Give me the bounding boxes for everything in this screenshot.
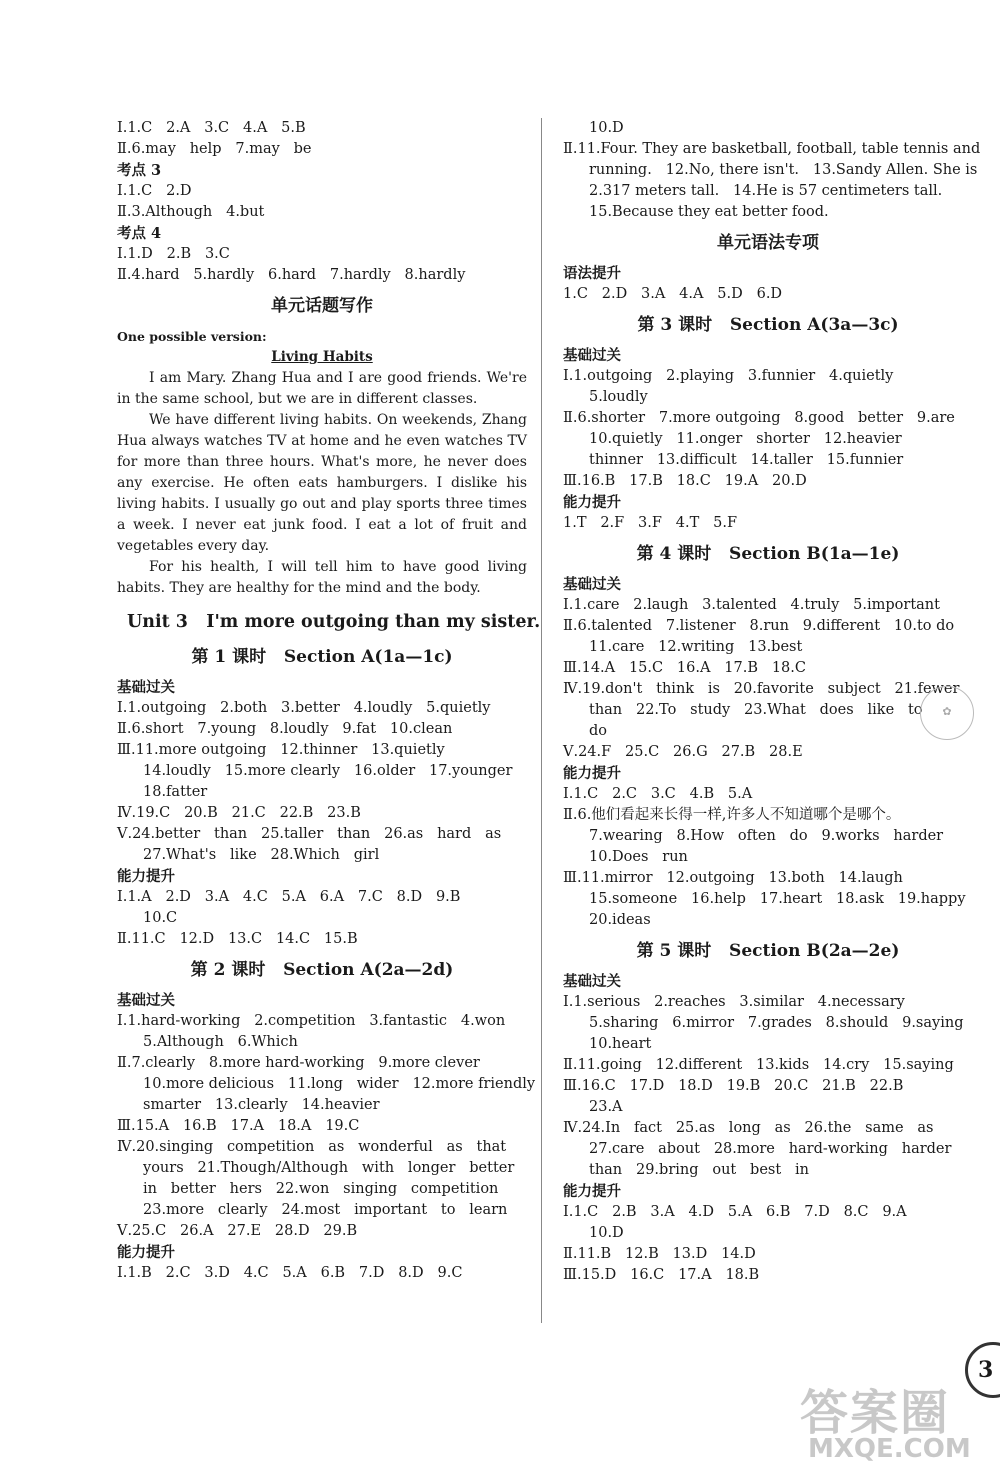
- answer-line: 23.more clearly 24.most important to learn: [143, 1202, 508, 1218]
- section-label: 基础过关: [563, 973, 621, 990]
- answer-line: Ⅰ.1.C 2.C 3.C 4.B 5.A: [563, 786, 753, 802]
- answer-line: Ⅰ.1.care 2.laugh 3.talented 4.truly 5.important: [563, 597, 940, 613]
- watermark-logo: 答案圈: [800, 1385, 951, 1441]
- answer-line: Ⅰ.1.B 2.C 3.D 4.C 5.A 6.B 7.D 8.D 9.C: [117, 1265, 463, 1281]
- column-divider: [541, 118, 542, 1323]
- essay-title: Living Habits: [271, 349, 373, 365]
- answer-line: Ⅰ.1.outgoing 2.playing 3.funnier 4.quietly: [563, 368, 894, 384]
- answer-line: Ⅰ.1.C 2.A 3.C 4.A 5.B: [117, 120, 306, 136]
- answer-line: Ⅰ.1.C 2.D: [117, 183, 192, 199]
- section-label: 基础过关: [117, 679, 175, 696]
- answer-line: Ⅱ.11.C 12.D 13.C 14.C 15.B: [117, 931, 358, 947]
- answer-line: 2.317 meters tall. 14.He is 57 centimeters tall.: [589, 183, 943, 199]
- answer-line: 1.C 2.D 3.A 4.A 5.D 6.D: [563, 286, 783, 302]
- answer-line: 10.quietly 11.onger shorter 12.heavier: [589, 431, 902, 447]
- answer-line: 27.care about 28.more hard-working harder: [589, 1141, 952, 1157]
- answer-line: Ⅱ.6.short 7.young 8.loudly 9.fat 10.clean: [117, 721, 453, 737]
- section-label: 能力提升: [117, 1244, 175, 1261]
- answer-line: Ⅲ.16.B 17.B 18.C 19.A 20.D: [563, 473, 807, 489]
- answer-line: 10.D: [589, 120, 624, 136]
- answer-line: 11.care 12.writing 13.best: [589, 639, 803, 655]
- answer-line: 15.Because they eat better food.: [589, 204, 829, 220]
- answer-line: Ⅰ.1.hard-working 2.competition 3.fantastic 4.won: [117, 1013, 506, 1029]
- section-title: 第 3 课时 Section A(3a—3c): [637, 315, 899, 335]
- answer-line: 5.loudly: [589, 389, 648, 405]
- answer-line: Ⅰ.1.serious 2.reaches 3.similar 4.necessary: [563, 994, 905, 1010]
- answer-line: smarter 13.clearly 14.heavier: [143, 1097, 380, 1113]
- answer-line: thinner 13.difficult 14.taller 15.funnier: [589, 452, 904, 468]
- essay-paragraph: I am Mary. Zhang Hua and I are good friends. We're in the same school, but we are in different classes.: [117, 370, 527, 407]
- answer-line: Ⅱ.4.hard 5.hardly 6.hard 7.hardly 8.hardly: [117, 267, 466, 283]
- answer-line: Ⅳ.19.don't think is 20.favorite subject 21.fewer: [563, 681, 960, 697]
- answer-line: yours 21.Though/Although with longer better: [143, 1160, 515, 1176]
- answer-line: Ⅱ.11.B 12.B 13.D 14.D: [563, 1246, 756, 1262]
- answer-line: Ⅳ.19.C 20.B 21.C 22.B 23.B: [117, 805, 361, 821]
- answer-line: Ⅲ.11.more outgoing 12.thinner 13.quietly: [117, 742, 445, 758]
- answer-line: than 22.To study 23.What does like to: [589, 702, 923, 718]
- answer-line: Ⅲ.16.C 17.D 18.D 19.B 20.C 21.B 22.B: [563, 1078, 904, 1094]
- essay-intro: One possible version:: [117, 329, 267, 344]
- answer-line: Ⅲ.11.mirror 12.outgoing 13.both 14.laugh: [563, 870, 903, 886]
- section-label: 基础过关: [563, 576, 621, 593]
- answer-line: 18.fatter: [143, 784, 208, 800]
- answer-line: Ⅱ.6.may help 7.may be: [117, 141, 312, 157]
- watermark: [796, 1370, 996, 1470]
- unit-heading: Unit 3 I'm more outgoing than my sister.: [127, 612, 541, 632]
- answer-line: Ⅰ.1.C 2.B 3.A 4.D 5.A 6.B 7.D 8.C 9.A: [563, 1204, 907, 1220]
- answer-line: Ⅱ.11.Four. They are basketball, football, table tennis and: [563, 141, 981, 157]
- answer-line: Ⅴ.24.better than 25.taller than 26.as hard as: [117, 826, 502, 842]
- section-label: 能力提升: [117, 868, 175, 885]
- answer-line: 7.wearing 8.How often do 9.works harder: [589, 828, 944, 844]
- answer-line: in better hers 22.won singing competition: [143, 1181, 499, 1197]
- section-label: 能力提升: [563, 765, 621, 782]
- answer-line: Ⅴ.24.F 25.C 26.G 27.B 28.E: [563, 744, 803, 760]
- answer-line: 10.more delicious 11.long wider 12.more friendly: [143, 1076, 536, 1092]
- left-column: [117, 118, 541, 1284]
- section-label: 基础过关: [563, 347, 621, 364]
- answer-line: Ⅲ.15.A 16.B 17.A 18.A 19.C: [117, 1118, 360, 1134]
- section-title: 单元语法专项: [717, 233, 819, 253]
- answer-line: Ⅲ.14.A 15.C 16.A 17.B 18.C: [563, 660, 806, 676]
- answer-line: Ⅰ.1.D 2.B 3.C: [117, 246, 230, 262]
- page-number: 3: [978, 1357, 994, 1383]
- section-label: 语法提升: [563, 265, 621, 282]
- answer-line: Ⅱ.6.他们看起来长得一样,许多人不知道哪个是哪个。: [563, 807, 901, 823]
- answer-line: 1.T 2.F 3.F 4.T 5.F: [563, 515, 738, 531]
- answer-line: Ⅱ.6.talented 7.listener 8.run 9.different 10.to do: [563, 618, 955, 634]
- right-column: [563, 118, 981, 1286]
- answer-line: Ⅱ.6.shorter 7.more outgoing 8.good better 9.are: [563, 410, 955, 426]
- answer-line: 10.Does run: [589, 849, 688, 865]
- section-title: 第 2 课时 Section A(2a—2d): [190, 960, 454, 980]
- essay-paragraph: We have different living habits. On weekends, Zhang Hua always watches TV at home and he even watches TV for more than three hours. What's more, he never does any exercise. He often eats hamburgers. I dislike his living habits. I usually go out and play sports three times a week. I never eat junk food. I eat a lot of fruit and vegetables every day.: [117, 412, 527, 554]
- answer-line: Ⅳ.20.singing competition as wonderful as that: [117, 1139, 507, 1155]
- answer-line: Ⅱ.7.clearly 8.more hard-working 9.more clever: [117, 1055, 480, 1071]
- answer-line: Ⅳ.24.In fact 25.as long as 26.the same as: [563, 1120, 934, 1136]
- watermark-url: MXQE.COM: [808, 1434, 971, 1464]
- answer-line: 15.someone 16.help 17.heart 18.ask 19.happy: [589, 891, 966, 907]
- answer-line: 10.C: [143, 910, 178, 926]
- answer-line: Ⅱ.11.going 12.different 13.kids 14.cry 15.saying: [563, 1057, 954, 1073]
- answer-line: 10.heart: [589, 1036, 652, 1052]
- answer-line: 14.loudly 15.more clearly 16.older 17.younger: [143, 763, 513, 779]
- answer-line: Ⅱ.3.Although 4.but: [117, 204, 265, 220]
- section-title: 第 1 课时 Section A(1a—1c): [191, 647, 453, 667]
- answer-line: than 29.bring out best in: [589, 1162, 809, 1178]
- section-label: 考点 4: [117, 225, 162, 242]
- answer-line: 27.What's like 28.Which girl: [143, 847, 380, 863]
- essay-paragraph: For his health, I will tell him to have good living habits. They are healthy for the mind and the body.: [117, 559, 527, 596]
- answer-line: do: [589, 723, 608, 739]
- answer-line: 5.sharing 6.mirror 7.grades 8.should 9.saying: [589, 1015, 964, 1031]
- section-label: 考点 3: [117, 162, 162, 179]
- section-label: 能力提升: [563, 1183, 621, 1200]
- answer-line: Ⅴ.25.C 26.A 27.E 28.D 29.B: [117, 1223, 358, 1239]
- answer-line: 10.D: [589, 1225, 624, 1241]
- answer-line: Ⅲ.15.D 16.C 17.A 18.B: [563, 1267, 760, 1283]
- answer-line: 20.ideas: [589, 912, 651, 928]
- section-label: 基础过关: [117, 992, 175, 1009]
- section-title: 单元话题写作: [271, 296, 373, 316]
- faint-stamp-icon: ✿: [920, 686, 974, 740]
- answer-line: 23.A: [589, 1099, 623, 1115]
- answer-line: Ⅰ.1.A 2.D 3.A 4.C 5.A 6.A 7.C 8.D 9.B: [117, 889, 461, 905]
- section-title: 第 4 课时 Section B(1a—1e): [636, 544, 900, 564]
- section-title: 第 5 课时 Section B(2a—2e): [636, 941, 900, 961]
- answer-line: Ⅰ.1.outgoing 2.both 3.better 4.loudly 5.quietly: [117, 700, 491, 716]
- answer-line: 5.Although 6.Which: [143, 1034, 298, 1050]
- answer-line: running. 12.No, there isn't. 13.Sandy Allen. She is: [589, 162, 978, 178]
- section-label: 能力提升: [563, 494, 621, 511]
